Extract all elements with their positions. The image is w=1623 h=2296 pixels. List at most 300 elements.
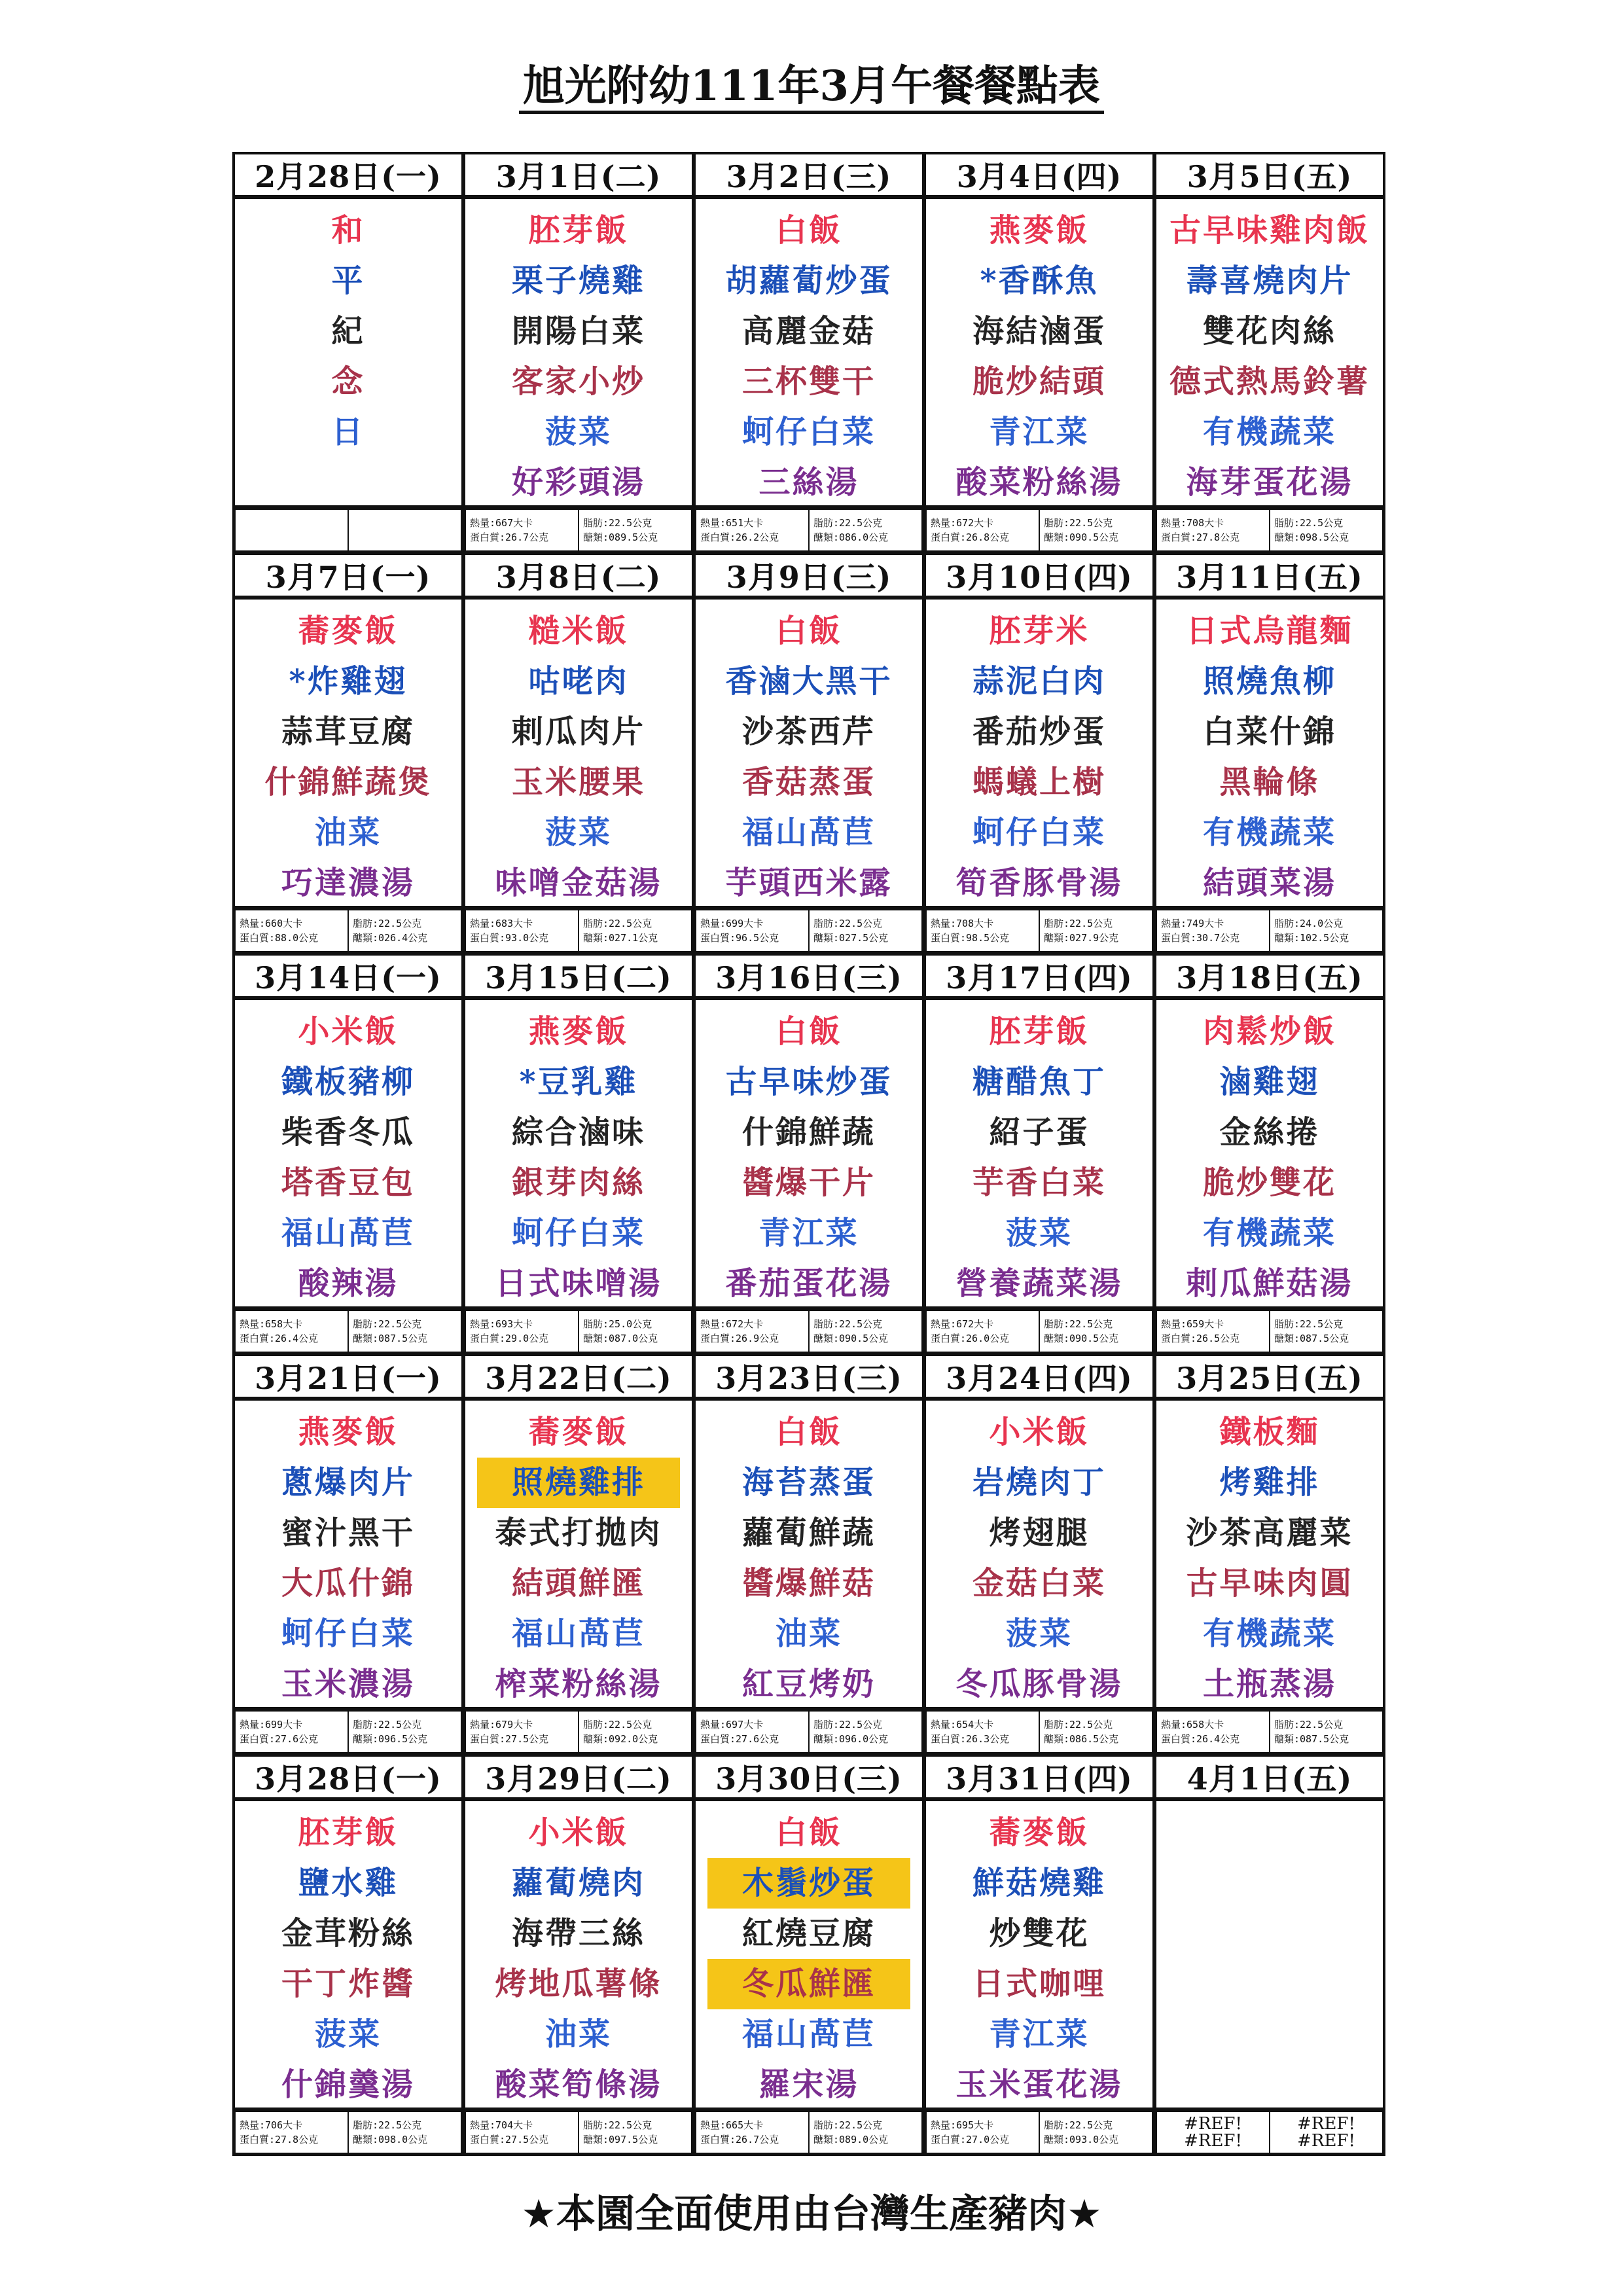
dish-item: 酸菜筍條湯 (495, 2066, 662, 2103)
dish-item: 木鬚炒蛋 (707, 1858, 910, 1909)
nutrition-box (235, 910, 348, 952)
week-menu-row (232, 1398, 1384, 1708)
dish-item: 紅燒豆腐 (741, 1915, 876, 1952)
nutrition-protein: 蛋白質:27.8公克 (1161, 531, 1240, 543)
nutrition-fat: 脂肪:22.5公克 (813, 517, 883, 529)
dish-item: 栗子燒雞 (511, 262, 645, 299)
nutrition-carb: 醣類:089.0公克 (813, 2134, 889, 2145)
day-nutrition (232, 507, 464, 554)
day-menu (923, 196, 1155, 508)
day-nutrition (232, 907, 464, 954)
dish-staple: 胚芽飯 (528, 212, 629, 249)
nutrition-fat: 脂肪:22.5公克 (1044, 918, 1113, 929)
nutrition-carb: 醣類:086.5公克 (1044, 1733, 1119, 1745)
dish-item: 紀 (331, 313, 365, 350)
dish-item: 紹子蛋 (989, 1114, 1090, 1151)
nutrition-protein: 蛋白質:27.6公克 (240, 1733, 319, 1745)
nutrition-fat: 脂肪:22.5公克 (1044, 2119, 1113, 2131)
dish-staple: 蕎麥飯 (989, 1814, 1090, 1851)
dish-item: 營養蔬菜湯 (955, 1265, 1123, 1302)
dish-staple: 古早味雞肉飯 (1169, 212, 1370, 249)
dish-item: 綜合滷味 (511, 1114, 645, 1151)
dish-item: 酸辣湯 (298, 1265, 399, 1302)
dish-item: 滷雞翅 (1219, 1064, 1320, 1100)
dish-item: 羅宋湯 (758, 2066, 859, 2103)
nutrition-protein: 蛋白質:26.3公克 (931, 1733, 1010, 1745)
dish-item: 菠菜 (1005, 1215, 1073, 1251)
dish-staple: 肉鬆炒飯 (1202, 1013, 1336, 1050)
dish-item: 平 (331, 262, 365, 299)
day-nutrition (1154, 507, 1385, 554)
dish-item: 蔥爆肉片 (281, 1464, 415, 1501)
nutrition-box (926, 509, 1039, 551)
dish-item: 糖醋魚丁 (972, 1064, 1106, 1100)
week-header-row (232, 1354, 1384, 1398)
dish-item: 蒜茸豆腐 (281, 713, 415, 750)
nutrition-box (465, 910, 579, 952)
dish-item: 芋頭西米露 (725, 865, 893, 901)
dish-item: 泰式打拋肉 (495, 1515, 662, 1551)
nutrition-protein: 蛋白質:27.6公克 (700, 1733, 779, 1745)
nutrition-protein: 蛋白質:26.7公克 (700, 2134, 779, 2145)
dish-item: *香酥魚 (980, 262, 1099, 299)
nutrition-box (1039, 1310, 1152, 1352)
dish-staple: 和 (331, 212, 365, 249)
dish-item: 有機蔬菜 (1202, 1215, 1336, 1251)
dish-staple: 白飯 (775, 613, 842, 649)
nutrition-carb: 醣類:087.5公克 (353, 1333, 428, 1344)
dish-item: 古早味炒蛋 (725, 1064, 893, 1100)
day-nutrition (693, 1308, 925, 1355)
nutrition-box (348, 509, 461, 551)
week-header-row (232, 1754, 1384, 1799)
dish-staple: 胚芽米 (989, 613, 1090, 649)
dish-item: 醬爆干片 (741, 1164, 876, 1201)
nutrition-cal: 熱量:672大卡 (931, 517, 994, 529)
nutrition-protein: 蛋白質:26.4公克 (1161, 1733, 1240, 1745)
nutrition-carb: 醣類:089.5公克 (583, 531, 658, 543)
nutrition-box (809, 1310, 922, 1352)
nutrition-cal: 熱量:659大卡 (1161, 1318, 1224, 1330)
nutrition-cal: 熱量:704大卡 (470, 2119, 533, 2131)
dish-item: 剌瓜鮮菇湯 (1186, 1265, 1353, 1302)
dish-item: 筍香豚骨湯 (955, 865, 1123, 901)
nutrition-box (926, 910, 1039, 952)
nutrition-cal: 熱量:706大卡 (240, 2119, 303, 2131)
day-date: 3月11日(五) (1154, 552, 1385, 598)
nutrition-carb: 醣類:098.0公克 (353, 2134, 428, 2145)
day-nutrition (1154, 2109, 1385, 2156)
dish-staple: 白飯 (775, 212, 842, 249)
nutrition-protein: 蛋白質:26.7公克 (470, 531, 549, 543)
nutrition-fat: 脂肪:22.5公克 (353, 1719, 422, 1731)
day-nutrition (1154, 1308, 1385, 1355)
nutrition-protein: 蛋白質:30.7公克 (1161, 932, 1240, 944)
dish-item: 菠菜 (544, 414, 612, 450)
nutrition-cal: 熱量:708大卡 (1161, 517, 1224, 529)
nutrition-cal: #REF! (1184, 2114, 1242, 2134)
nutrition-carb: #REF! (1297, 2131, 1355, 2151)
week-nutrition-row (232, 907, 1384, 953)
nutrition-carb: 醣類:027.1公克 (583, 932, 658, 944)
dish-item: 脆炒結頭 (972, 363, 1106, 400)
day-menu (1154, 1398, 1385, 1710)
nutrition-box (809, 509, 922, 551)
dish-item: 番茄炒蛋 (972, 713, 1106, 750)
day-date: 3月21日(一) (232, 1354, 464, 1399)
day-date: 3月14日(一) (232, 953, 464, 999)
dish-item: 脆炒雙花 (1202, 1164, 1336, 1201)
day-date: 3月30日(三) (693, 1754, 925, 1800)
day-nutrition (463, 907, 694, 954)
nutrition-carb: 醣類:097.5公克 (583, 2134, 658, 2145)
nutrition-carb: 醣類:102.5公克 (1274, 932, 1349, 944)
nutrition-carb: 醣類:092.0公克 (583, 1733, 658, 1745)
dish-item: *豆乳雞 (519, 1064, 638, 1100)
nutrition-box (235, 2111, 348, 2153)
nutrition-protein: 蛋白質:26.8公克 (931, 531, 1010, 543)
nutrition-carb: 醣類:027.5公克 (813, 932, 889, 944)
nutrition-box (809, 2111, 922, 2153)
dish-item: 玉米蛋花湯 (955, 2066, 1123, 2103)
dish-item: 海苔蒸蛋 (741, 1464, 876, 1501)
dish-item: 蘿蔔燒肉 (511, 1865, 645, 1901)
nutrition-box (235, 1310, 348, 1352)
nutrition-box (579, 1310, 692, 1352)
nutrition-box (465, 2111, 579, 2153)
nutrition-protein: 蛋白質:27.5公克 (470, 1733, 549, 1745)
dish-item: 雙花肉絲 (1202, 313, 1336, 350)
dish-item: 沙茶西芹 (741, 713, 876, 750)
dish-staple: 蕎麥飯 (528, 1414, 629, 1450)
week-nutrition-row (232, 1708, 1384, 1754)
nutrition-fat: 脂肪:25.0公克 (583, 1318, 652, 1330)
dish-item: 烤翅腿 (989, 1515, 1090, 1551)
nutrition-fat: 脂肪:22.5公克 (583, 2119, 652, 2131)
nutrition-carb: 醣類:087.5公克 (1274, 1733, 1349, 1745)
dish-item: 榨菜粉絲湯 (495, 1666, 662, 1702)
nutrition-protein: 蛋白質:96.5公克 (700, 932, 779, 944)
nutrition-protein: 蛋白質:29.0公克 (470, 1333, 549, 1344)
nutrition-box (1156, 910, 1270, 952)
dish-item: 客家小炒 (511, 363, 645, 400)
day-date: 3月28日(一) (232, 1754, 464, 1800)
day-nutrition (693, 2109, 925, 2156)
dish-item: 玉米腰果 (511, 764, 645, 800)
dish-item: 蚵仔白菜 (972, 814, 1106, 851)
nutrition-fat: 脂肪:22.5公克 (813, 1318, 883, 1330)
nutrition-box (1270, 1711, 1383, 1753)
dish-item: 塔香豆包 (281, 1164, 415, 1201)
dish-item: 金茸粉絲 (281, 1915, 415, 1952)
nutrition-error (1156, 2111, 1270, 2153)
day-nutrition (463, 507, 694, 554)
dish-item: 岩燒肉丁 (972, 1464, 1106, 1501)
dish-item: 土瓶蒸湯 (1202, 1666, 1336, 1702)
dish-item: *炸雞翅 (289, 663, 408, 700)
nutrition-protein: 蛋白質:98.5公克 (931, 932, 1010, 944)
nutrition-fat: 脂肪:22.5公克 (813, 2119, 883, 2131)
nutrition-fat: 脂肪:22.5公克 (583, 918, 652, 929)
nutrition-box (1156, 509, 1270, 551)
nutrition-cal: 熱量:679大卡 (470, 1719, 533, 1731)
nutrition-protein: 蛋白質:27.5公克 (470, 2134, 549, 2145)
nutrition-protein: 蛋白質:93.0公克 (470, 932, 549, 944)
nutrition-box (926, 2111, 1039, 2153)
day-date: 3月25日(五) (1154, 1354, 1385, 1399)
nutrition-box (1270, 509, 1383, 551)
nutrition-cal: 熱量:699大卡 (700, 918, 764, 929)
dish-item: 海芽蛋花湯 (1186, 464, 1353, 501)
nutrition-carb: 醣類:090.5公克 (813, 1333, 889, 1344)
day-date: 4月1日(五) (1154, 1754, 1385, 1800)
dish-item: 味噌金菇湯 (495, 865, 662, 901)
dish-item: 芋香白菜 (972, 1164, 1106, 1201)
nutrition-box (1156, 1711, 1270, 1753)
dish-staple: 燕麥飯 (298, 1414, 399, 1450)
nutrition-box (696, 2111, 809, 2153)
dish-item: 日式味噌湯 (495, 1265, 662, 1302)
day-date: 3月16日(三) (693, 953, 925, 999)
day-menu (463, 597, 694, 908)
nutrition-carb: 醣類:087.0公克 (583, 1333, 658, 1344)
nutrition-carb: 醣類:086.0公克 (813, 531, 889, 543)
dish-item: 螞蟻上樹 (972, 764, 1106, 800)
dish-item: 福山萵苣 (511, 1615, 645, 1652)
dish-item: 鹽水雞 (298, 1865, 399, 1901)
week-header-row (232, 152, 1384, 196)
dish-item: 有機蔬菜 (1202, 414, 1336, 450)
nutrition-carb: 醣類:096.5公克 (353, 1733, 428, 1745)
dish-item: 胡蘿蔔炒蛋 (725, 262, 893, 299)
dish-item: 海帶三絲 (511, 1915, 645, 1952)
nutrition-cal: 熱量:660大卡 (240, 918, 303, 929)
nutrition-fat: 脂肪:22.5公克 (1274, 1719, 1344, 1731)
day-menu (693, 1799, 925, 2110)
dish-item: 干丁炸醬 (281, 1965, 415, 2002)
day-date: 3月31日(四) (923, 1754, 1155, 1800)
nutrition-cal: 熱量:749大卡 (1161, 918, 1224, 929)
nutrition-cal: 熱量:654大卡 (931, 1719, 994, 1731)
day-date: 3月22日(二) (463, 1354, 694, 1399)
dish-item: 三杯雙干 (741, 363, 876, 400)
dish-item: 蚵仔白菜 (281, 1615, 415, 1652)
nutrition-fat: 脂肪:22.5公克 (583, 1719, 652, 1731)
day-date: 3月5日(五) (1154, 152, 1385, 198)
day-menu (693, 997, 925, 1309)
dish-item: 紅豆烤奶 (741, 1666, 876, 1702)
day-menu (693, 196, 925, 508)
dish-item: 有機蔬菜 (1202, 1615, 1336, 1652)
day-date: 2月28日(一) (232, 152, 464, 198)
nutrition-protein: 蛋白質:26.5公克 (1161, 1333, 1240, 1344)
dish-item: 剌瓜肉片 (511, 713, 645, 750)
nutrition-box (809, 1711, 922, 1753)
nutrition-carb: 醣類:098.5公克 (1274, 531, 1349, 543)
menu-grid (232, 152, 1384, 2155)
dish-staple: 蕎麥飯 (298, 613, 399, 649)
day-menu (232, 1799, 464, 2110)
day-menu (232, 597, 464, 908)
dish-item: 烤地瓜薯條 (495, 1965, 662, 2002)
day-nutrition (923, 1308, 1155, 1355)
nutrition-fat: 脂肪:22.5公克 (1044, 1318, 1113, 1330)
nutrition-fat: 脂肪:22.5公克 (1274, 1318, 1344, 1330)
dish-item: 烤雞排 (1219, 1464, 1320, 1501)
dish-item: 黑輪條 (1219, 764, 1320, 800)
nutrition-box (579, 509, 692, 551)
dish-staple: 白飯 (775, 1814, 842, 1851)
day-menu (923, 1799, 1155, 2110)
nutrition-cal: 熱量:697大卡 (700, 1719, 764, 1731)
nutrition-box (348, 2111, 461, 2153)
nutrition-cal: 熱量:672大卡 (931, 1318, 994, 1330)
nutrition-box (926, 1711, 1039, 1753)
dish-staple: 燕麥飯 (989, 212, 1090, 249)
nutrition-box (348, 1711, 461, 1753)
week-menu-row (232, 1799, 1384, 2109)
day-menu (232, 196, 464, 508)
nutrition-box (1039, 910, 1152, 952)
day-menu (1154, 997, 1385, 1309)
nutrition-box (1156, 1310, 1270, 1352)
day-date: 3月17日(四) (923, 953, 1155, 999)
day-menu (923, 997, 1155, 1309)
day-menu (463, 196, 694, 508)
day-menu (693, 597, 925, 908)
day-menu (463, 1799, 694, 2110)
dish-item: 開陽白菜 (511, 313, 645, 350)
dish-item: 冬瓜鮮匯 (707, 1959, 910, 2009)
nutrition-cal: 熱量:672大卡 (700, 1318, 764, 1330)
nutrition-protein: 蛋白質:26.0公克 (931, 1333, 1010, 1344)
nutrition-carb: 醣類:096.0公克 (813, 1733, 889, 1745)
day-date: 3月1日(二) (463, 152, 694, 198)
dish-item: 油菜 (544, 2016, 612, 2053)
nutrition-carb: 醣類:090.5公克 (1044, 1333, 1119, 1344)
dish-item: 青江菜 (758, 1215, 859, 1251)
dish-staple: 燕麥飯 (528, 1013, 629, 1050)
dish-item: 青江菜 (989, 414, 1090, 450)
day-date: 3月15日(二) (463, 953, 694, 999)
dish-item: 菠菜 (544, 814, 612, 851)
nutrition-box (465, 509, 579, 551)
dish-item: 油菜 (775, 1615, 842, 1652)
dish-item: 青江菜 (989, 2016, 1090, 2053)
nutrition-box (235, 509, 348, 551)
dish-staple: 胚芽飯 (298, 1814, 399, 1851)
dish-item: 蒜泥白肉 (972, 663, 1106, 700)
dish-staple: 小米飯 (298, 1013, 399, 1050)
dish-item: 海結滷蛋 (972, 313, 1106, 350)
nutrition-fat: #REF! (1297, 2114, 1355, 2134)
nutrition-box (465, 1310, 579, 1352)
day-nutrition (923, 2109, 1155, 2156)
footer-note: ★本園全面使用由台灣生產豬肉★ (521, 2191, 1102, 2237)
nutrition-fat: 脂肪:22.5公克 (1044, 517, 1113, 529)
nutrition-cal: 熱量:658大卡 (240, 1318, 303, 1330)
day-nutrition (693, 507, 925, 554)
week-menu-row (232, 597, 1384, 907)
dish-item: 什錦鮮蔬 (741, 1114, 876, 1151)
nutrition-box (696, 1711, 809, 1753)
nutrition-box (696, 509, 809, 551)
nutrition-fat: 脂肪:22.5公克 (1044, 1719, 1113, 1731)
dish-item: 菠菜 (1005, 1615, 1073, 1652)
nutrition-cal: 熱量:658大卡 (1161, 1719, 1224, 1731)
nutrition-cal: 熱量:667大卡 (470, 517, 533, 529)
dish-staple: 白飯 (775, 1414, 842, 1450)
week-menu-row (232, 196, 1384, 507)
day-nutrition (232, 2109, 464, 2156)
nutrition-box (809, 910, 922, 952)
dish-item: 有機蔬菜 (1202, 814, 1336, 851)
day-menu (923, 597, 1155, 908)
day-nutrition (463, 2109, 694, 2156)
day-menu (923, 1398, 1155, 1710)
day-menu (463, 997, 694, 1309)
dish-item: 醬爆鮮菇 (741, 1565, 876, 1602)
week-header-row (232, 552, 1384, 597)
dish-item: 福山萵苣 (741, 2016, 876, 2053)
nutrition-box (579, 2111, 692, 2153)
dish-item: 白菜什錦 (1202, 713, 1336, 750)
nutrition-box (235, 1711, 348, 1753)
day-menu (1154, 196, 1385, 508)
week-nutrition-row (232, 507, 1384, 552)
dish-staple: 鐵板麵 (1219, 1414, 1320, 1450)
day-menu (1154, 597, 1385, 908)
dish-item: 沙茶高麗菜 (1186, 1515, 1353, 1551)
day-date: 3月10日(四) (923, 552, 1155, 598)
dish-item: 銀芽肉絲 (511, 1164, 645, 1201)
nutrition-box (1039, 1711, 1152, 1753)
nutrition-cal: 熱量:699大卡 (240, 1719, 303, 1731)
week-menu-row (232, 997, 1384, 1308)
nutrition-protein: 蛋白質:27.0公克 (931, 2134, 1010, 2145)
day-date: 3月2日(三) (693, 152, 925, 198)
nutrition-carb: 醣類:093.0公克 (1044, 2134, 1119, 2145)
dish-item: 結頭菜湯 (1202, 865, 1336, 901)
nutrition-cal: 熱量:695大卡 (931, 2119, 994, 2131)
nutrition-protein: 蛋白質:26.4公克 (240, 1333, 319, 1344)
day-menu (693, 1398, 925, 1710)
nutrition-carb: 醣類:027.9公克 (1044, 932, 1119, 944)
nutrition-carb: 醣類:026.4公克 (353, 932, 428, 944)
nutrition-box (348, 910, 461, 952)
dish-item: 日 (331, 414, 365, 450)
dish-item: 照燒雞排 (477, 1458, 680, 1508)
nutrition-error (1270, 2111, 1383, 2153)
dish-item: 高麗金菇 (741, 313, 876, 350)
dish-item: 香菇蒸蛋 (741, 764, 876, 800)
day-nutrition (232, 1308, 464, 1355)
nutrition-box (348, 1310, 461, 1352)
dish-item: 蚵仔白菜 (741, 414, 876, 450)
day-menu (232, 997, 464, 1309)
dish-item: 德式熱馬鈴薯 (1169, 363, 1370, 400)
dish-item: 照燒魚柳 (1202, 663, 1336, 700)
nutrition-protein: 蛋白質:27.8公克 (240, 2134, 319, 2145)
nutrition-box (1039, 2111, 1152, 2153)
nutrition-fat: 脂肪:22.5公克 (353, 2119, 422, 2131)
day-nutrition (1154, 907, 1385, 954)
dish-item: 巧達濃湯 (281, 865, 415, 901)
nutrition-carb: 醣類:090.5公克 (1044, 531, 1119, 543)
dish-staple: 日式烏龍麵 (1186, 613, 1353, 649)
day-date: 3月9日(三) (693, 552, 925, 598)
nutrition-box (926, 1310, 1039, 1352)
